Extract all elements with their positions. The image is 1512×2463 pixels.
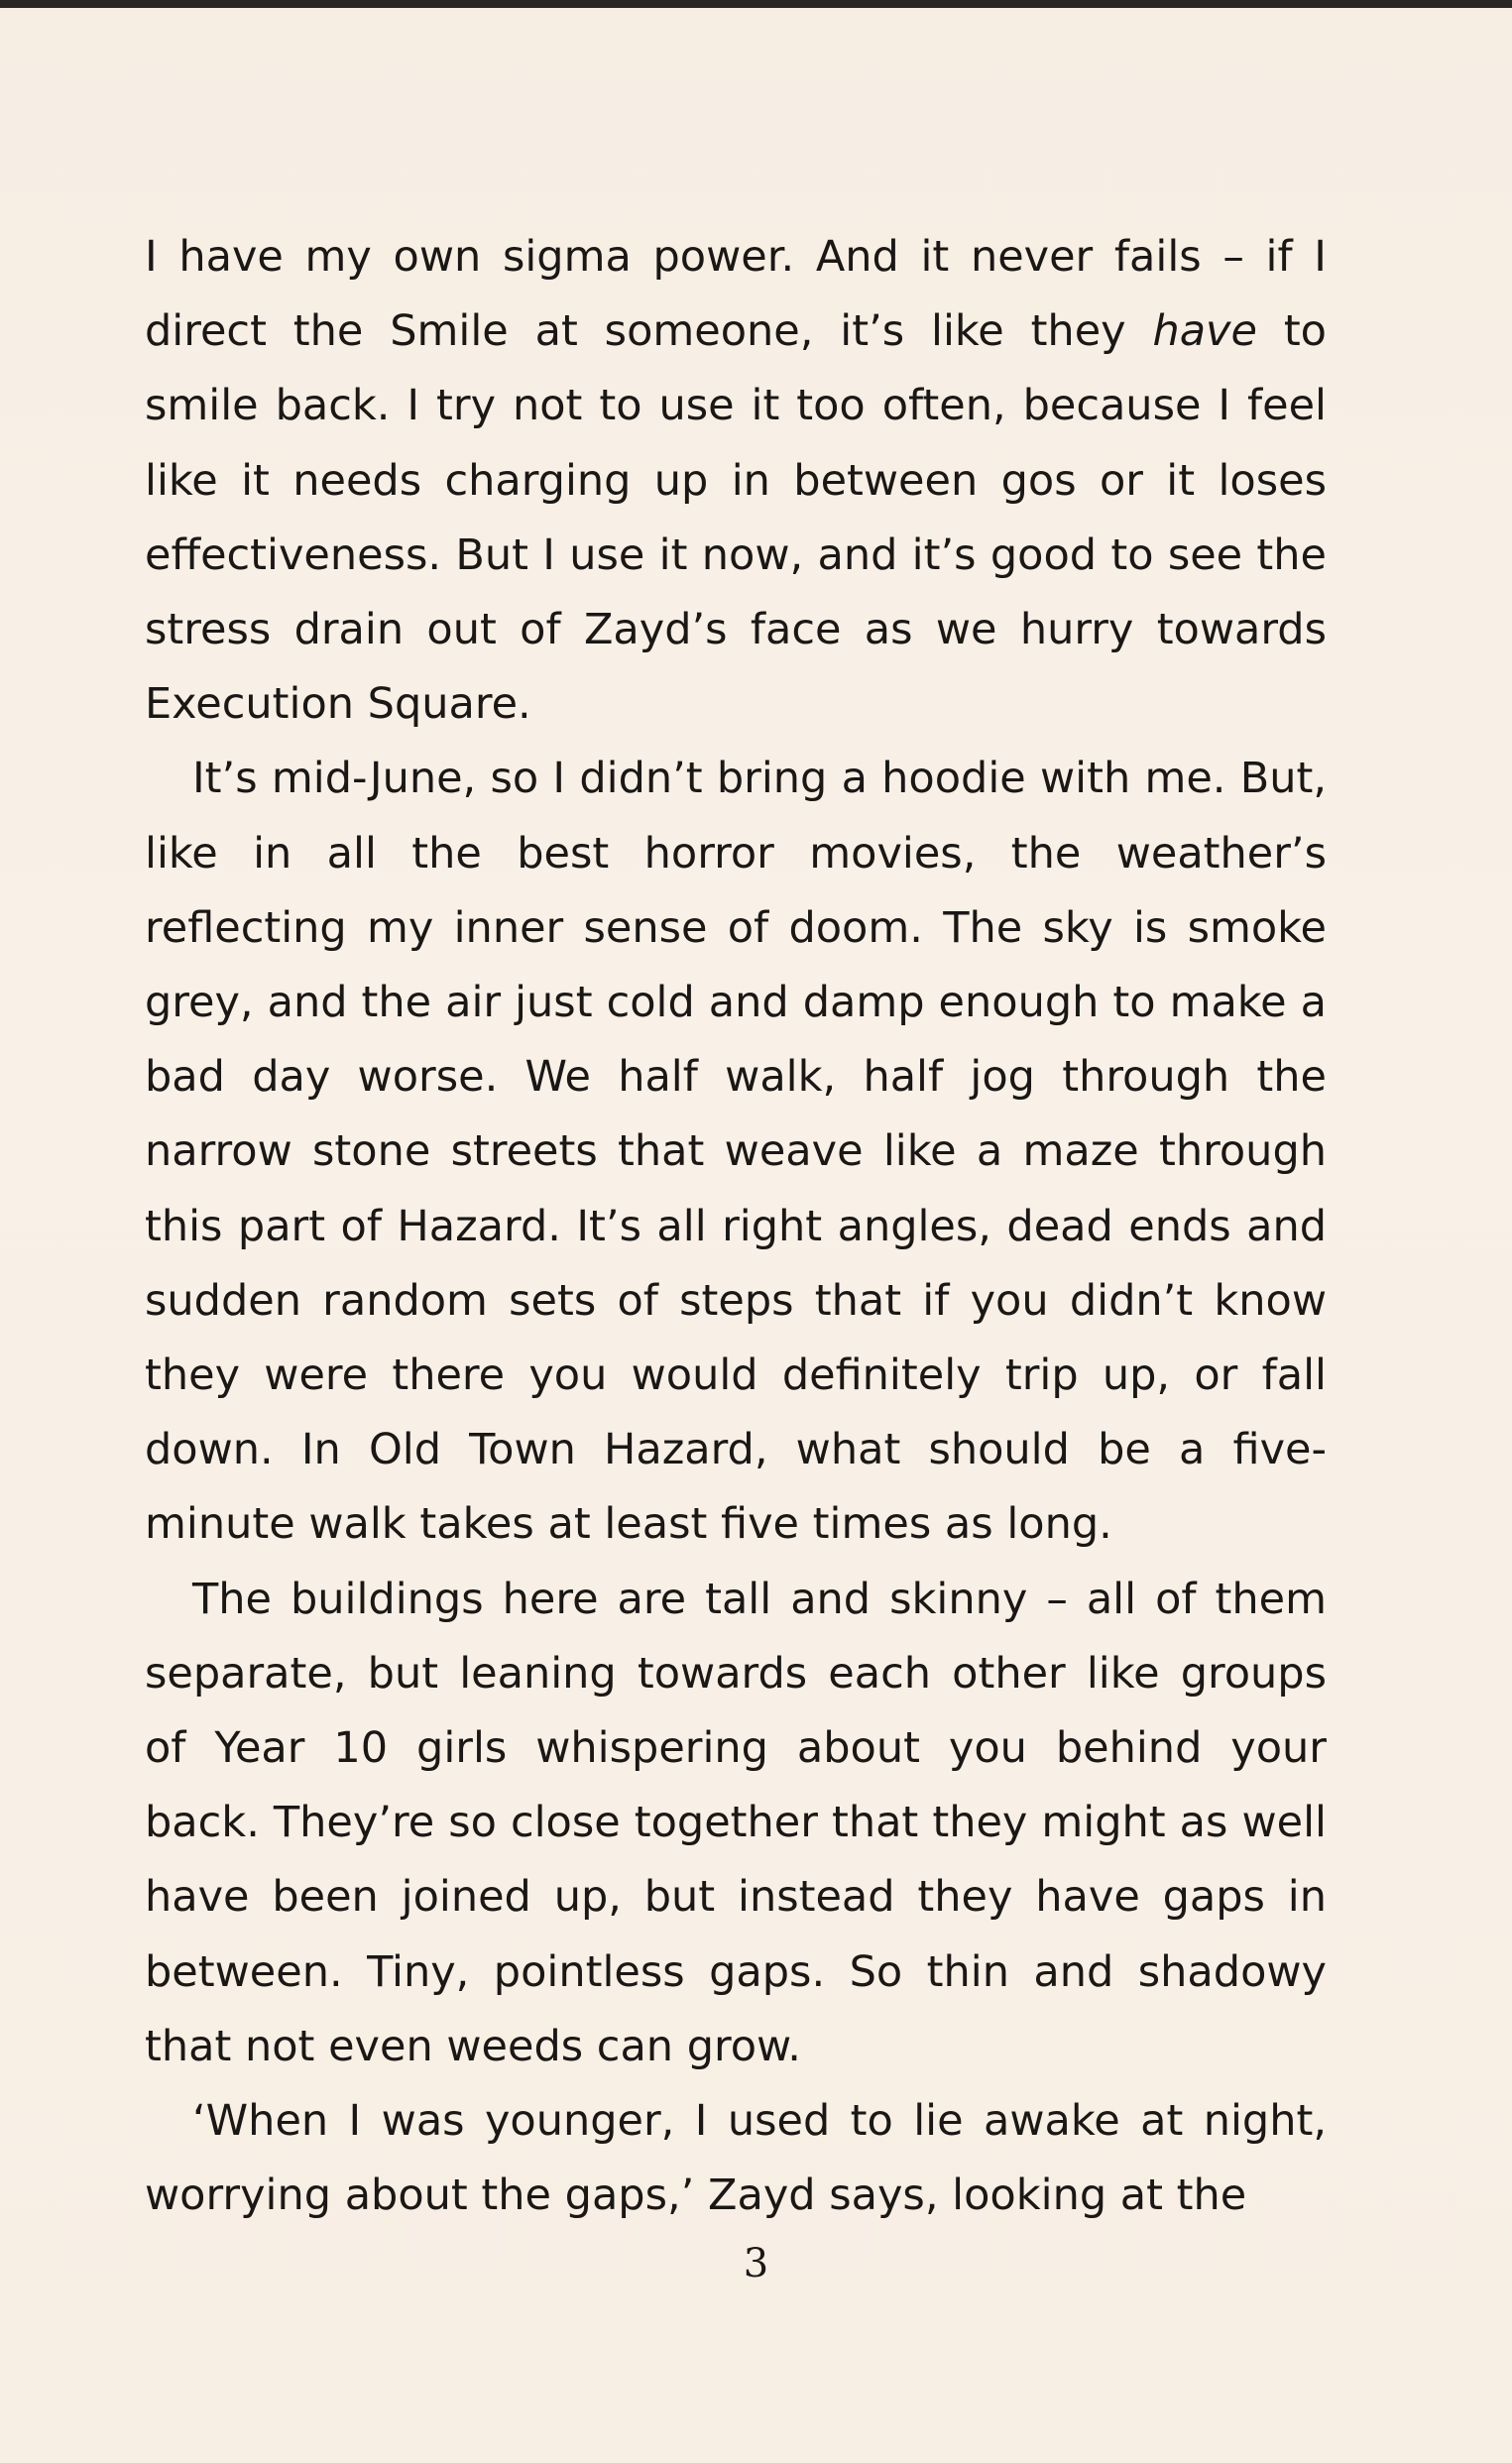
paragraph-1-text-start: I have my own sigma power. And it never fails – if I direct the Smile at someone, it’s like they [145, 232, 1327, 357]
paragraph-1-emphasis: have [1152, 306, 1257, 357]
paragraph-4: ‘When I was younger, I used to lie awake at night, worrying about the gaps,’ Zayd says, looking at the [145, 2096, 1327, 2221]
paragraph-3: The buildings here are tall and skinny – all of them separate, but leaning towards each other like groups of Year 10 girls whispering about you behind your back. They’re so close together that they might as well have been joined up, but instead they have gaps in between. Tiny, pointless gaps. So thin and shadowy that not even weeds can grow. [145, 1574, 1327, 2071]
paragraph-1 [145, 220, 1327, 742]
page-number: 3 [743, 2241, 769, 2287]
page-top-edge [0, 0, 1512, 8]
body-text [145, 220, 1327, 2233]
paragraph-2: It’s mid-June, so I didn’t bring a hoodie with me. But, like in all the best horror movies, the weather’s reflecting my inner sense of doom. The sky is smoke grey, and the air just cold and damp enough to make a bad day worse. We half walk, half jog through the narrow stone streets that weave like a maze through this part of Hazard. It’s all right angles, dead ends and sudden random sets of steps that if you didn’t know they were there you would definitely trip up, or fall down. In Old Town Hazard, what should be a five-minute walk takes at least five times as long. [145, 754, 1327, 1550]
paragraph-1-text-end: to smile back. I try not to use it too often, because I feel like it needs charging up in between gos or it loses effectiveness. But I use it now, and it’s good to see the stress drain out of Zayd’s face as we hurry towards Execution Square. [145, 306, 1327, 730]
